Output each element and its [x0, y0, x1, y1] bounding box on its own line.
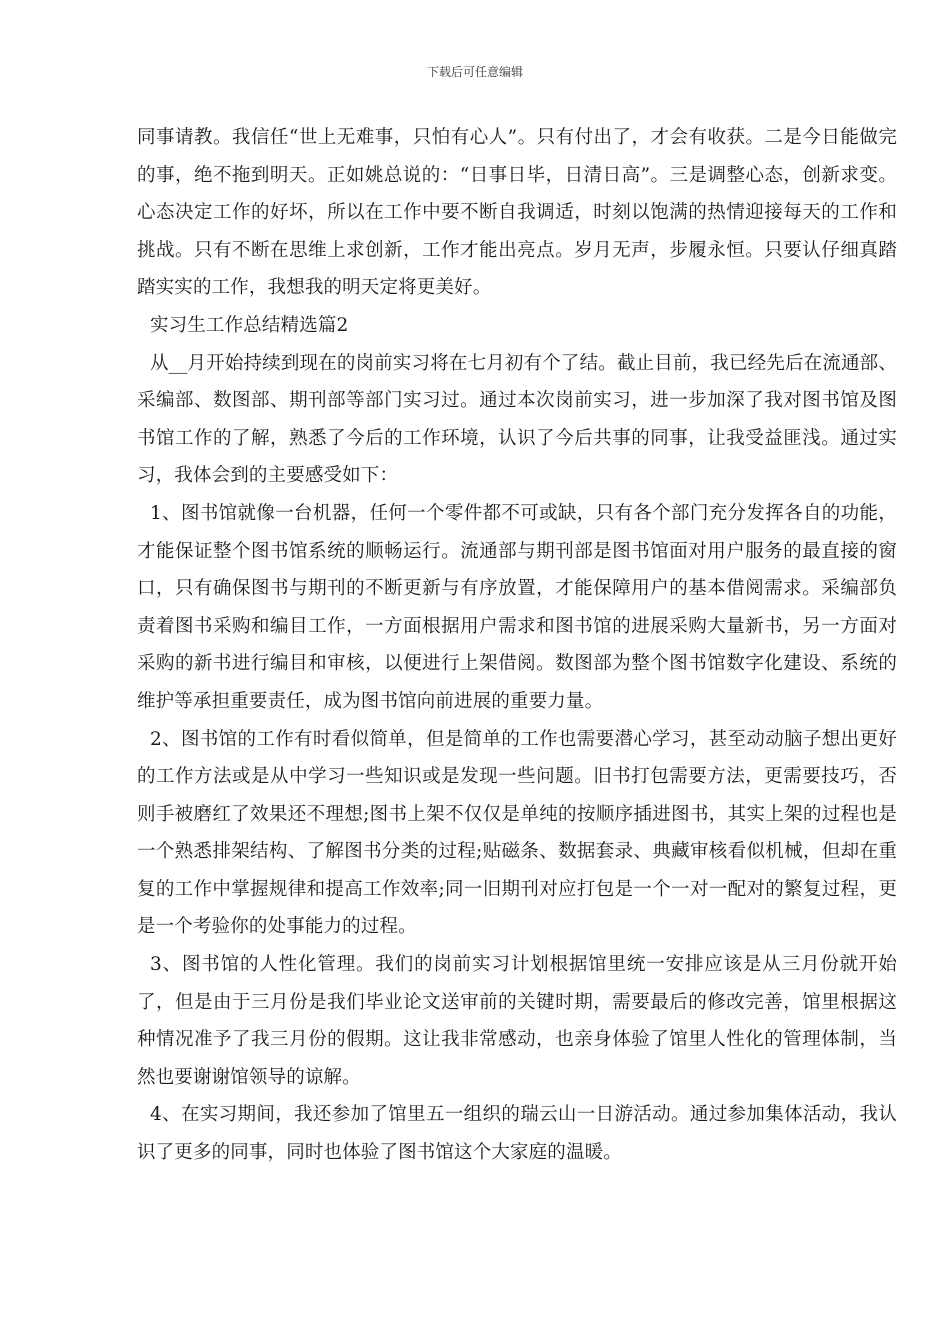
paragraph-intro: 从__月开始持续到现在的岗前实习将在七月初有个了结。截止目前，我已经先后在流通部、采编部、数图部、期刊部等部门实习过。通过本次岗前实习，进一步加深了我对图书馆及图书馆工作的了解，熟悉了今后的工作环境，认识了今后共事的同事，让我受益匪浅。通过实习，我体会到的主要感受如下：: [137, 352, 897, 487]
paragraph-point-2: 2、图书馆的工作有时看似简单，但是简单的工作也需要潜心学习，甚至动动脑子想出更好的工作方法或是从中学习一些知识或是发现一些问题。旧书打包需要方法，更需要技巧，否则手被磨红了效果还不理想;图书上架不仅仅是单纯的按顺序插进图书，其实上架的过程也是一个熟悉排架结构、了解图书分类的过程;贴磁条、数据套录、典藏审核看似机械，但却在重复的工作中掌握规律和提高工作效率;同一旧期刊对应打包是一个一对一配对的繁复过程，更是一个考验你的处事能力的过程。: [137, 728, 897, 938]
paragraph-point-1: 1、图书馆就像一台机器，任何一个零件都不可或缺，只有各个部门充分发挥各自的功能，才能保证整个图书馆系统的顺畅运行。流通部与期刊部是图书馆面对用户服务的最直接的窗口，只有确保图书与期刊的不断更新与有序放置，才能保障用户的基本借阅需求。采编部负责着图书采购和编目工作，一方面根据用户需求和图书馆的进展采购大量新书，另一方面对采购的新书进行编目和审核，以便进行上架借阅。数图部为整个图书馆数字化建设、系统的维护等承担重要责任，成为图书馆向前进展的重要力量。: [137, 502, 897, 712]
document-body: [137, 119, 897, 1172]
page-header: 下载后可任意编辑: [426, 65, 523, 79]
section-heading: 实习生工作总结精选篇2: [150, 314, 349, 336]
paragraph-point-4: 4、在实习期间，我还参加了馆里五一组织的瑞云山一日游活动。通过参加集体活动，我认识了更多的同事，同时也体验了图书馆这个大家庭的温暖。: [137, 1104, 897, 1164]
paragraph-continuation: 同事请教。我信任“世上无难事，只怕有心人”。只有付出了，才会有收获。二是今日能做完的事，绝不拖到明天。正如姚总说的：“日事日毕，日清日高”。三是调整心态，创新求变。心态决定工作的好坏，所以在工作中要不断自我调适，时刻以饱满的热情迎接每天的工作和挑战。只有不断在思维上求创新，工作才能出亮点。岁月无声，步履永恒。只要认仔细真踏踏实实的工作，我想我的明天定将更美好。: [137, 127, 897, 299]
paragraph-point-3: 3、图书馆的人性化管理。我们的岗前实习计划根据馆里统一安排应该是从三月份就开始了，但是由于三月份是我们毕业论文送审前的关键时期，需要最后的修改完善，馆里根据这种情况准予了我三月份的假期。这让我非常感动，也亲身体验了馆里人性化的管理体制，当然也要谢谢馆领导的谅解。: [137, 954, 897, 1088]
